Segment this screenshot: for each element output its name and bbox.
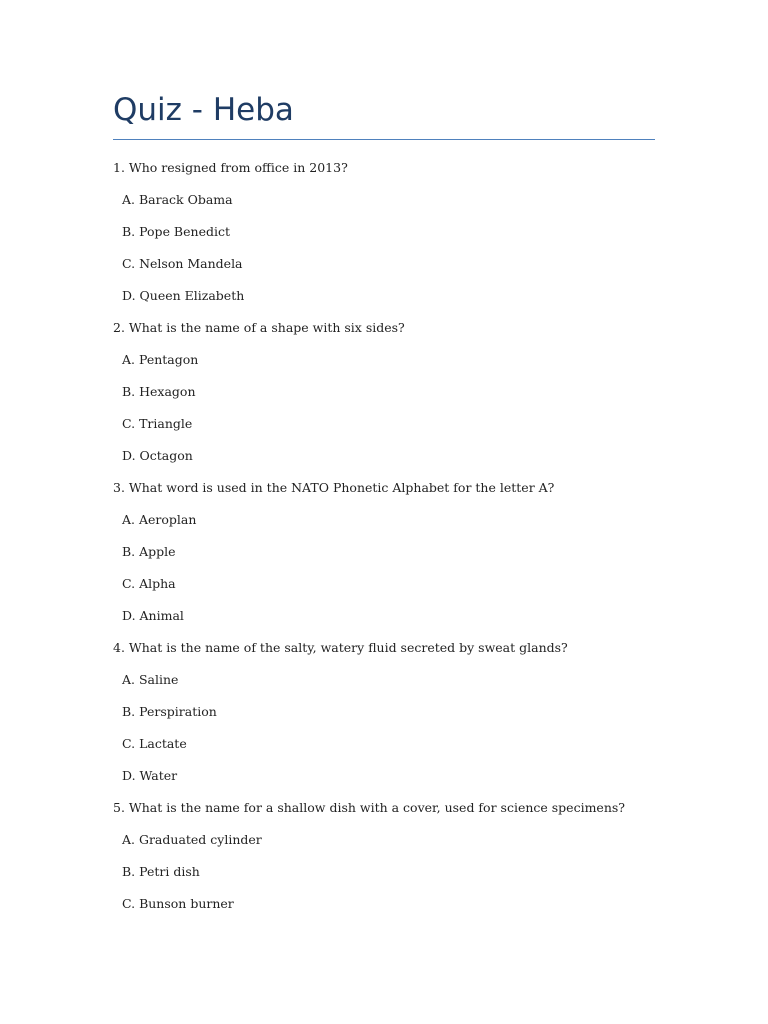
answer-option: B. Pope Benedict [122,224,230,239]
answer-option: C. Nelson Mandela [122,256,243,271]
answer-option: A. Aeroplan [122,512,197,527]
answer-option: B. Hexagon [122,384,196,399]
question-text: 4. What is the name of the salty, watery fluid secreted by sweat glands? [113,640,568,655]
question-text: 2. What is the name of a shape with six sides? [113,320,405,335]
answer-option: A. Pentagon [122,352,199,367]
question-block [113,638,673,798]
answer-option: B. Perspiration [122,704,217,719]
answer-option: A. Graduated cylinder [122,832,262,847]
question-text: 5. What is the name for a shallow dish with a cover, used for science specimens? [113,800,625,815]
answer-option: D. Octagon [122,448,193,463]
answer-option: C. Triangle [122,416,193,431]
answer-option: D. Water [122,768,178,783]
page-title: Quiz - Heba [113,92,294,128]
question-text: 3. What word is used in the NATO Phonetic Alphabet for the letter A? [113,480,555,495]
answer-option: C. Bunson burner [122,896,234,911]
answer-option: C. Alpha [122,576,176,591]
answer-option: A. Barack Obama [122,192,233,207]
question-block [113,478,673,638]
answer-option: B. Apple [122,544,176,559]
quiz-body [113,158,673,926]
question-text: 1. Who resigned from office in 2013? [113,160,348,175]
answer-option: A. Saline [122,672,179,687]
answer-option: C. Lactate [122,736,187,751]
title-underline [113,139,655,140]
answer-option: D. Queen Elizabeth [122,288,245,303]
question-block [113,318,673,478]
answer-option: D. Animal [122,608,184,623]
answer-option: B. Petri dish [122,864,200,879]
question-block [113,158,673,318]
question-block [113,798,673,926]
